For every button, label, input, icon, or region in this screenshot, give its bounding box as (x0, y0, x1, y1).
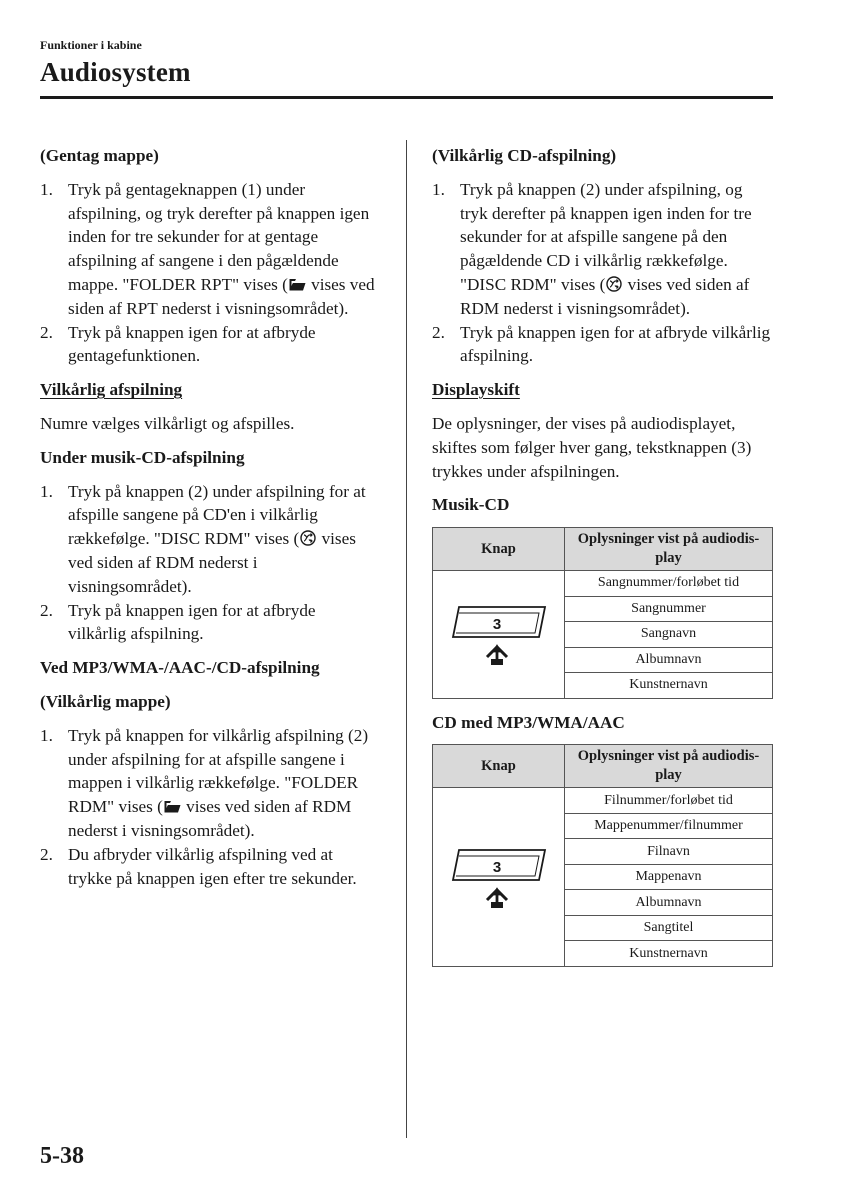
list-item (40, 724, 376, 843)
step-text-post: vises ved siden af RDM nederst i visningsområdet). (460, 274, 750, 318)
button-label: 3 (492, 859, 501, 877)
table-row: Mappenummer/filnummer (565, 813, 773, 839)
musik-cd-steps (40, 480, 376, 647)
vilkaarlig-mappe-heading: (Vilkårlig mappe) (40, 691, 171, 711)
musik-cd-table-heading: Musik-CD (432, 495, 510, 515)
step-text: Tryk på knappen igen for at afbryde gentagefunktionen. (68, 322, 316, 366)
list-item (432, 178, 773, 321)
mp3-heading: Ved MP3/WMA-/AAC-/CD-afspilning (40, 658, 320, 678)
folder-icon (164, 800, 181, 813)
list-item (40, 178, 376, 321)
step-text-post: vises ved siden af RPT nederst i visningsområdet). (68, 274, 375, 318)
step-number: 1. (40, 725, 53, 745)
table-header-info: Oplysninger vist på audiodis-play (565, 528, 773, 571)
displayskift-intro: De oplysninger, der vises på audiodisplayet, skiftes som følger hver gang, tekstknappen (3) trykkes under afspilningen. (432, 413, 752, 481)
vilkaarlig-cd-steps (432, 178, 773, 368)
button-label: 3 (492, 616, 501, 634)
displayskift-heading: Displayskift (432, 380, 520, 400)
vilkaarlig-mappe-steps (40, 724, 376, 891)
step-number: 1. (40, 179, 53, 199)
step-number: 2. (40, 322, 53, 342)
right-column (432, 144, 773, 979)
vilkaarlig-cd-heading: (Vilkårlig CD-afspilning) (432, 146, 617, 165)
table-row: Sangnummer/forløbet tid (565, 571, 773, 597)
musik-cd-heading: Under musik-CD-afspilning (40, 447, 245, 467)
table-row: Sangnummer (565, 596, 773, 622)
text-button-3-icon (451, 601, 547, 667)
step-number: 1. (40, 481, 53, 501)
step-text-post: vises ved siden af RDM nederst i visningsområdet). (68, 529, 356, 596)
step-text: Tryk på knappen igen for at afbryde vilkårlig afspilning. (460, 322, 771, 366)
step-text-post: vises ved siden af RDM nederst i visningsområdet). (68, 797, 352, 840)
step-text-pre: Tryk på knappen (2) under afspilning for at afspille sangene på CD'en i vilkårlig rækkefølge. "DISC RDM" vises ( (68, 481, 366, 549)
step-text-pre: Tryk på knappen for vilkårlig afspilning (2) under afspilning for at afspille sangene i mappen i vilkårlig rækkefølge. "FOLDER RDM" vises ( (68, 725, 369, 817)
section-label: Funktioner i kabine (40, 38, 142, 52)
table-header-knap: Knap (433, 528, 565, 571)
step-text: Tryk på knappen igen for at afbryde vilkårlig afspilning. (68, 600, 316, 644)
folder-icon (289, 278, 306, 291)
step-number: 1. (432, 179, 445, 199)
gentag-mappe-heading: (Gentag mappe) (40, 146, 159, 165)
left-column (40, 144, 376, 900)
musik-cd-table (432, 527, 773, 699)
step-text: Du afbryder vilkårlig afspilning ved at trykke på knappen igen efter tre sekunder. (68, 844, 357, 888)
vilkaarlig-intro: Numre vælges vilkårligt og afspilles. (40, 413, 295, 433)
list-item (40, 843, 376, 891)
table-row: Kunstnernavn (565, 941, 773, 967)
text-button-3-icon (451, 844, 547, 910)
list-item (432, 321, 773, 369)
column-divider (406, 140, 407, 1138)
mp3-table-heading: CD med MP3/WMA/AAC (432, 712, 625, 732)
table-row: Sangnavn (565, 622, 773, 648)
button-cell (433, 571, 565, 699)
page-title: Audiosystem (40, 57, 191, 87)
table-header-info: Oplysninger vist på audiodis-play (565, 745, 773, 788)
table-row: Mappenavn (565, 864, 773, 890)
list-item (40, 599, 376, 647)
header-rule (40, 96, 773, 99)
page-number: 5-38 (40, 1143, 84, 1169)
step-number: 2. (432, 322, 445, 342)
list-item (40, 321, 376, 369)
step-text-pre: Tryk på knappen (2) under afspilning, og tryk derefter på knappen igen inden for tre sekunder for at afspille sangene på den pågældende CD i vilkårlig rækkefølge. "DISC RDM" vises ( (460, 179, 752, 294)
vilkaarlig-heading: Vilkårlig afspilning (40, 380, 183, 400)
table-row: Filnavn (565, 839, 773, 865)
random-icon (300, 530, 316, 546)
step-number: 2. (40, 600, 53, 620)
list-item (40, 480, 376, 599)
gentag-mappe-steps (40, 178, 376, 368)
page-header (40, 38, 772, 88)
step-text-pre: Tryk på gentageknappen (1) under afspilning, og tryk derefter på knappen igen inden for tre sekunder for at gentage afspilning af sangene i den pågældende mappe. "FOLDER RPT" vises ( (68, 179, 370, 294)
table-row: Albumnavn (565, 890, 773, 916)
table-row: Filnummer/forløbet tid (565, 788, 773, 814)
mp3-table (432, 744, 773, 967)
table-header-knap: Knap (433, 745, 565, 788)
step-number: 2. (40, 844, 53, 864)
table-row: Kunstnernavn (565, 673, 773, 699)
table-row: Sangtitel (565, 915, 773, 941)
random-icon (606, 276, 622, 292)
table-row: Albumnavn (565, 647, 773, 673)
button-cell (433, 788, 565, 967)
